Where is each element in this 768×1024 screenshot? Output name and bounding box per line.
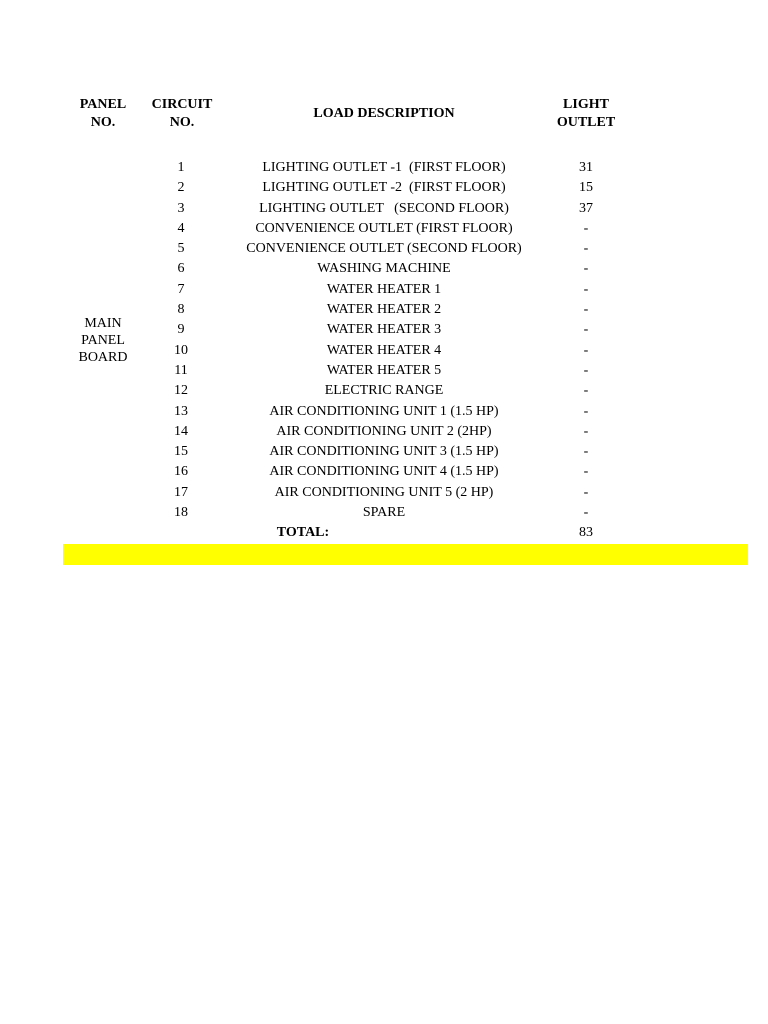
load-description: AIR CONDITIONING UNIT 3 (1.5 HP) — [269, 444, 499, 460]
light-outlet-count: - — [583, 220, 589, 236]
light-outlet-count: - — [583, 423, 589, 439]
light-outlet-count: 37 — [579, 200, 593, 216]
load-description: ELECTRIC RANGE — [324, 383, 444, 399]
table-row — [0, 361, 768, 381]
load-description: SPARE — [362, 505, 406, 521]
light-outlet-count: - — [583, 302, 589, 318]
table-row — [0, 219, 768, 239]
table-row — [0, 402, 768, 422]
light-outlet-count: - — [583, 403, 589, 419]
light-outlet-count: - — [583, 484, 589, 500]
table-row — [0, 462, 768, 482]
circuit-number: 1 — [177, 160, 185, 175]
table-row — [0, 341, 768, 361]
table-row — [0, 483, 768, 503]
table-row — [0, 158, 768, 178]
circuit-number: 2 — [177, 180, 185, 196]
light-outlet-count: - — [583, 505, 589, 521]
table-row — [0, 381, 768, 401]
panel-no-header: PANEL NO. — [79, 97, 127, 130]
load-description: LIGHTING OUTLET -2 (FIRST FLOOR) — [262, 180, 506, 196]
load-description: WASHING MACHINE — [317, 261, 451, 277]
load-description: AIR CONDITIONING UNIT 5 (2 HP) — [274, 484, 494, 500]
load-description: WATER HEATER 4 — [326, 342, 442, 358]
load-description: WATER HEATER 1 — [326, 281, 442, 297]
light-outlet-count: - — [583, 241, 589, 257]
load-description: CONVENIENCE OUTLET (FIRST FLOOR) — [255, 220, 513, 236]
circuit-number: 8 — [177, 302, 185, 318]
load-description: CONVENIENCE OUTLET (SECOND FLOOR) — [246, 241, 522, 257]
light-outlet-count: - — [583, 444, 589, 460]
circuit-no-header: CIRCUIT NO. — [151, 97, 213, 130]
circuit-number: 4 — [177, 220, 185, 236]
load-description: WATER HEATER 2 — [326, 302, 442, 318]
circuit-number: 16 — [174, 464, 188, 480]
table-row — [0, 239, 768, 259]
circuit-table — [0, 158, 768, 523]
load-description: AIR CONDITIONING UNIT 4 (1.5 HP) — [269, 464, 499, 480]
light-outlet-count: - — [583, 281, 589, 297]
table-row — [0, 280, 768, 300]
load-description: AIR CONDITIONING UNIT 1 (1.5 HP) — [269, 403, 499, 419]
circuit-number: 5 — [177, 241, 185, 257]
load-description: LIGHTING OUTLET -1 (FIRST FLOOR) — [262, 160, 506, 175]
circuit-number: 12 — [174, 383, 188, 399]
circuit-number: 11 — [174, 362, 188, 378]
light-outlet-count: - — [583, 362, 589, 378]
total-light-outlet-value: 83 — [579, 525, 593, 540]
total-label: TOTAL: — [276, 525, 330, 540]
load-description-header: LOAD DESCRIPTION — [313, 106, 455, 121]
circuit-number: 6 — [177, 261, 185, 277]
highlight-bar — [63, 544, 748, 565]
light-outlet-count: - — [583, 464, 589, 480]
circuit-number: 14 — [174, 423, 188, 439]
circuit-number: 10 — [174, 342, 188, 358]
light-outlet-count: - — [583, 342, 589, 358]
circuit-number: 9 — [177, 322, 185, 338]
light-outlet-count: 31 — [579, 160, 593, 175]
table-row — [0, 422, 768, 442]
light-outlet-header: LIGHT OUTLET — [556, 97, 616, 130]
circuit-number: 17 — [174, 484, 188, 500]
table-row — [0, 199, 768, 219]
load-description: AIR CONDITIONING UNIT 2 (2HP) — [276, 423, 492, 439]
table-row — [0, 442, 768, 462]
light-outlet-count: - — [583, 383, 589, 399]
light-outlet-count: 15 — [579, 180, 593, 196]
table-row — [0, 259, 768, 279]
table-row — [0, 503, 768, 523]
light-outlet-count: - — [583, 322, 589, 338]
circuit-number: 13 — [174, 403, 188, 419]
table-row — [0, 300, 768, 320]
light-outlet-count: - — [583, 261, 589, 277]
table-row — [0, 178, 768, 198]
circuit-number: 15 — [174, 444, 188, 460]
circuit-number: 7 — [177, 281, 185, 297]
circuit-number: 3 — [177, 200, 185, 216]
total-row — [0, 523, 768, 543]
table-row — [0, 320, 768, 340]
load-description: WATER HEATER 3 — [326, 322, 442, 338]
circuit-number: 18 — [174, 505, 188, 521]
panel-name: MAIN PANEL BOARD — [78, 316, 128, 365]
load-description: LIGHTING OUTLET (SECOND FLOOR) — [259, 200, 509, 216]
load-description: WATER HEATER 5 — [326, 362, 442, 378]
